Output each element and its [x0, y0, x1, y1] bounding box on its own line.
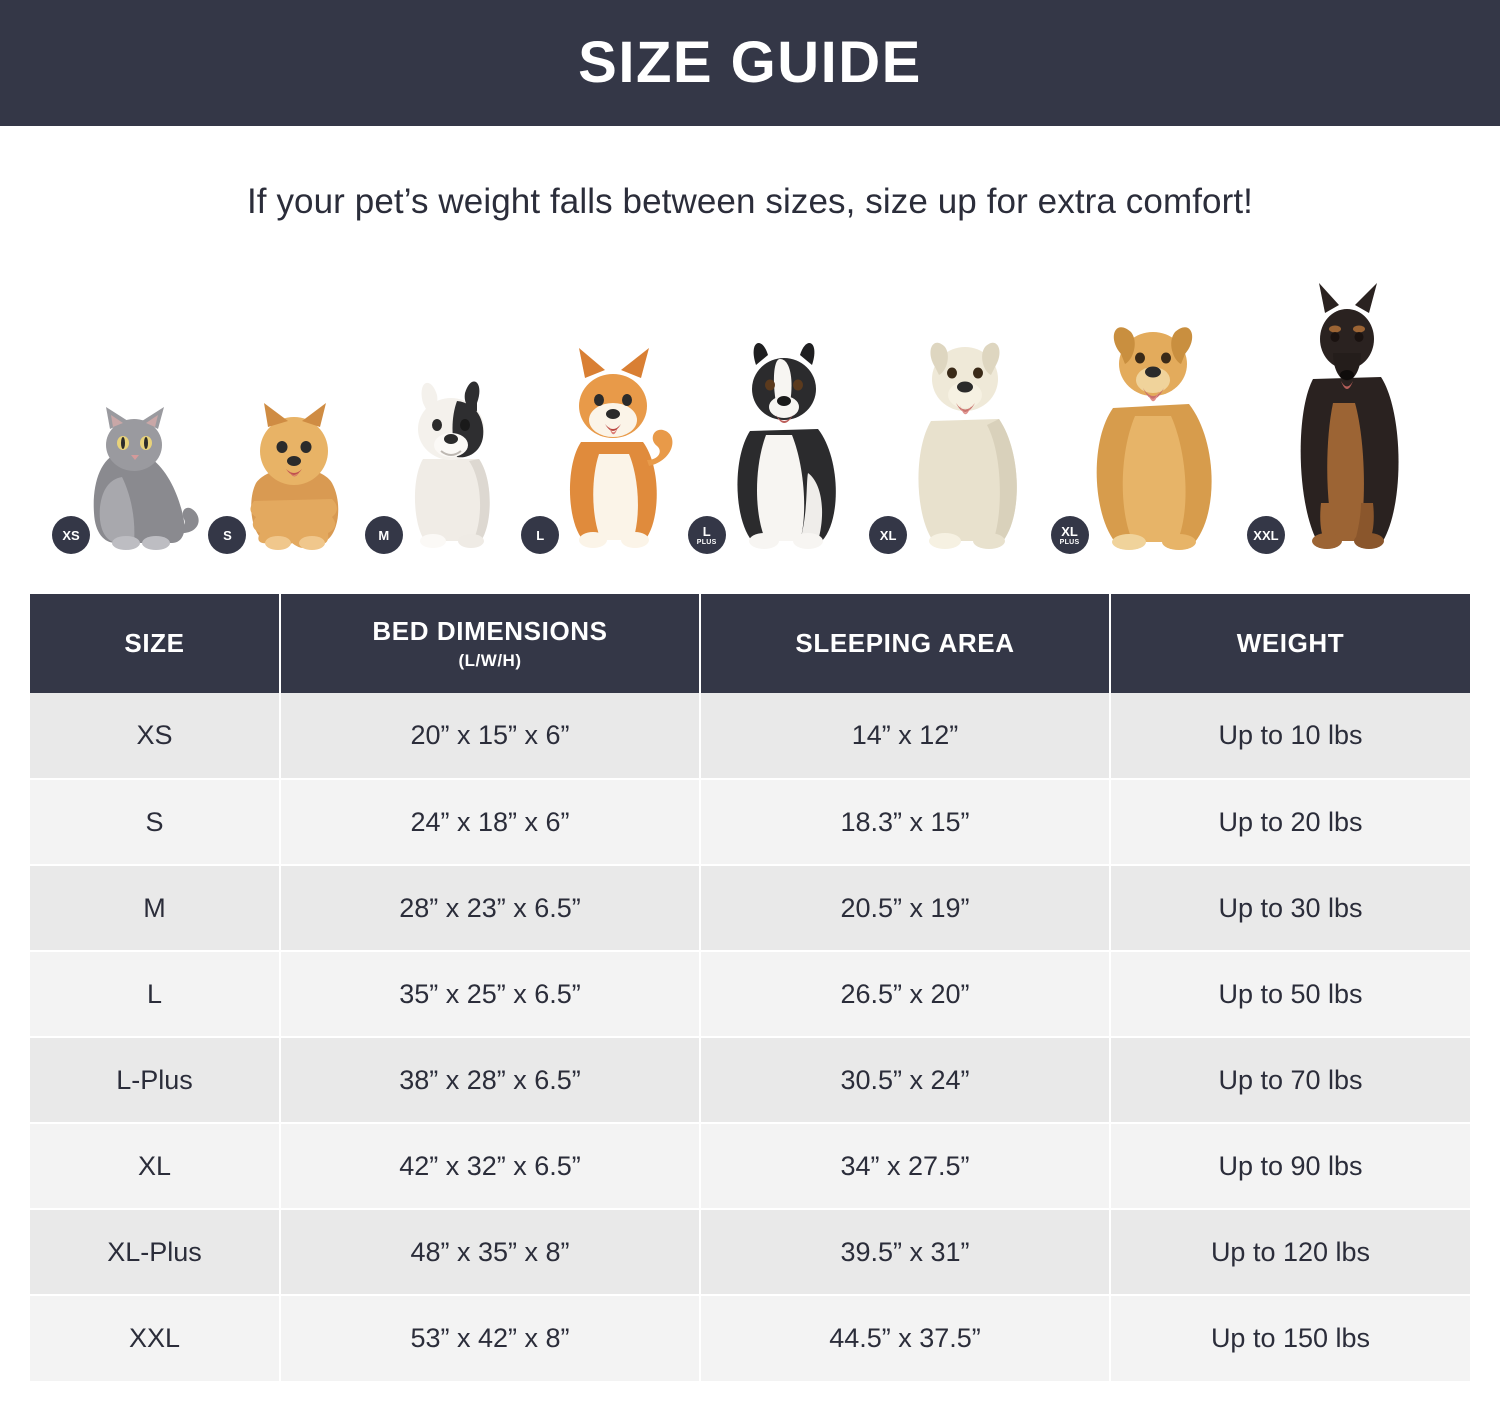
- subtitle-container: [0, 182, 1500, 222]
- table-body: [30, 693, 1470, 1381]
- table-row: [30, 779, 1470, 865]
- page-title: SIZE GUIDE: [578, 30, 922, 95]
- cell-sleeping-area: 39.5” x 31”: [700, 1209, 1110, 1295]
- pet-xl: [877, 313, 1052, 558]
- cell-dimensions: 20” x 15” x 6”: [280, 693, 700, 779]
- cell-size: L: [30, 951, 280, 1037]
- pet-size-badge-xl: [869, 516, 907, 554]
- cell-dimensions: 48” x 35” x 8”: [280, 1209, 700, 1295]
- cell-sleeping-area: 26.5” x 20”: [700, 951, 1110, 1037]
- doberman-dog-icon: [1255, 283, 1440, 558]
- cell-weight: Up to 50 lbs: [1110, 951, 1470, 1037]
- badge-label: XL: [879, 527, 897, 543]
- pet-xl-plus: [1059, 298, 1249, 558]
- column-header-size-label: SIZE: [124, 628, 185, 658]
- badge-label: L: [536, 527, 545, 543]
- table-row: [30, 951, 1470, 1037]
- labrador-retriever-dog-icon: [877, 313, 1052, 558]
- table-row: [30, 1295, 1470, 1381]
- cell-weight: Up to 10 lbs: [1110, 693, 1470, 779]
- cell-size: S: [30, 779, 280, 865]
- column-header-sleeping-area-label: SLEEPING AREA: [795, 628, 1015, 658]
- size-table-container: [30, 594, 1470, 1381]
- cell-sleeping-area: 34” x 27.5”: [700, 1123, 1110, 1209]
- golden-retriever-dog-icon: [1059, 298, 1249, 558]
- cell-sleeping-area: 44.5” x 37.5”: [700, 1295, 1110, 1381]
- column-header-bed-dimensions: [280, 594, 700, 693]
- cell-size: L-Plus: [30, 1037, 280, 1123]
- cell-weight: Up to 30 lbs: [1110, 865, 1470, 951]
- cell-size: XXL: [30, 1295, 280, 1381]
- column-header-size: [30, 594, 280, 693]
- badge-label: S: [223, 527, 232, 543]
- column-header-weight-label: WEIGHT: [1236, 628, 1345, 658]
- cell-weight: Up to 120 lbs: [1110, 1209, 1470, 1295]
- cell-sleeping-area: 20.5” x 19”: [700, 865, 1110, 951]
- size-table: [30, 594, 1470, 1381]
- pet-l-plus: [696, 323, 871, 558]
- cell-sleeping-area: 14” x 12”: [700, 693, 1110, 779]
- pet-l: [529, 338, 689, 558]
- cell-size: XS: [30, 693, 280, 779]
- pet-xs: [60, 393, 210, 558]
- cell-dimensions: 42” x 32” x 6.5”: [280, 1123, 700, 1209]
- cell-size: M: [30, 865, 280, 951]
- cell-dimensions: 28” x 23” x 6.5”: [280, 865, 700, 951]
- pet-s: [216, 383, 366, 558]
- column-header-bed-dimensions-label: BED DIMENSIONS: [372, 616, 608, 646]
- cell-dimensions: 35” x 25” x 6.5”: [280, 951, 700, 1037]
- cell-weight: Up to 90 lbs: [1110, 1123, 1470, 1209]
- header-banner: [0, 0, 1500, 126]
- cell-sleeping-area: 18.3” x 15”: [700, 779, 1110, 865]
- pet-silhouette-row: [30, 258, 1470, 558]
- column-header-weight: [1110, 594, 1470, 693]
- badge-label: XXL: [1253, 527, 1279, 543]
- table-header-row: [30, 594, 1470, 693]
- cell-weight: Up to 150 lbs: [1110, 1295, 1470, 1381]
- cell-size: XL: [30, 1123, 280, 1209]
- pet-size-badge-l: [521, 516, 559, 554]
- pet-size-badge-xs: [52, 516, 90, 554]
- subtitle-text: If your pet’s weight falls between sizes, size up for extra comfort!: [246, 182, 1254, 221]
- badge-sublabel: PLUS: [1059, 538, 1080, 546]
- cell-sleeping-area: 30.5” x 24”: [700, 1037, 1110, 1123]
- pet-m: [373, 363, 523, 558]
- cell-size: XL-Plus: [30, 1209, 280, 1295]
- badge-sublabel: PLUS: [696, 538, 717, 546]
- table-row: [30, 1123, 1470, 1209]
- table-row: [30, 1209, 1470, 1295]
- column-header-sleeping-area: [700, 594, 1110, 693]
- pet-size-badge-l-plus: [688, 516, 726, 554]
- pet-size-badge-xxl: [1247, 516, 1285, 554]
- badge-label: XS: [62, 527, 80, 543]
- badge-label: XL: [1061, 523, 1078, 539]
- table-row: [30, 865, 1470, 951]
- table-header: [30, 594, 1470, 693]
- badge-label: L: [702, 523, 711, 539]
- pet-size-badge-m: [365, 516, 403, 554]
- column-header-bed-dimensions-sublabel: (L/W/H): [458, 651, 522, 670]
- cell-dimensions: 38” x 28” x 6.5”: [280, 1037, 700, 1123]
- cell-dimensions: 24” x 18” x 6”: [280, 779, 700, 865]
- table-row: [30, 693, 1470, 779]
- badge-label: M: [378, 527, 390, 543]
- pet-size-badge-xl-plus: [1051, 516, 1089, 554]
- cell-weight: Up to 20 lbs: [1110, 779, 1470, 865]
- table-row: [30, 1037, 1470, 1123]
- cell-weight: Up to 70 lbs: [1110, 1037, 1470, 1123]
- cell-dimensions: 53” x 42” x 8”: [280, 1295, 700, 1381]
- pet-xxl: [1255, 283, 1440, 558]
